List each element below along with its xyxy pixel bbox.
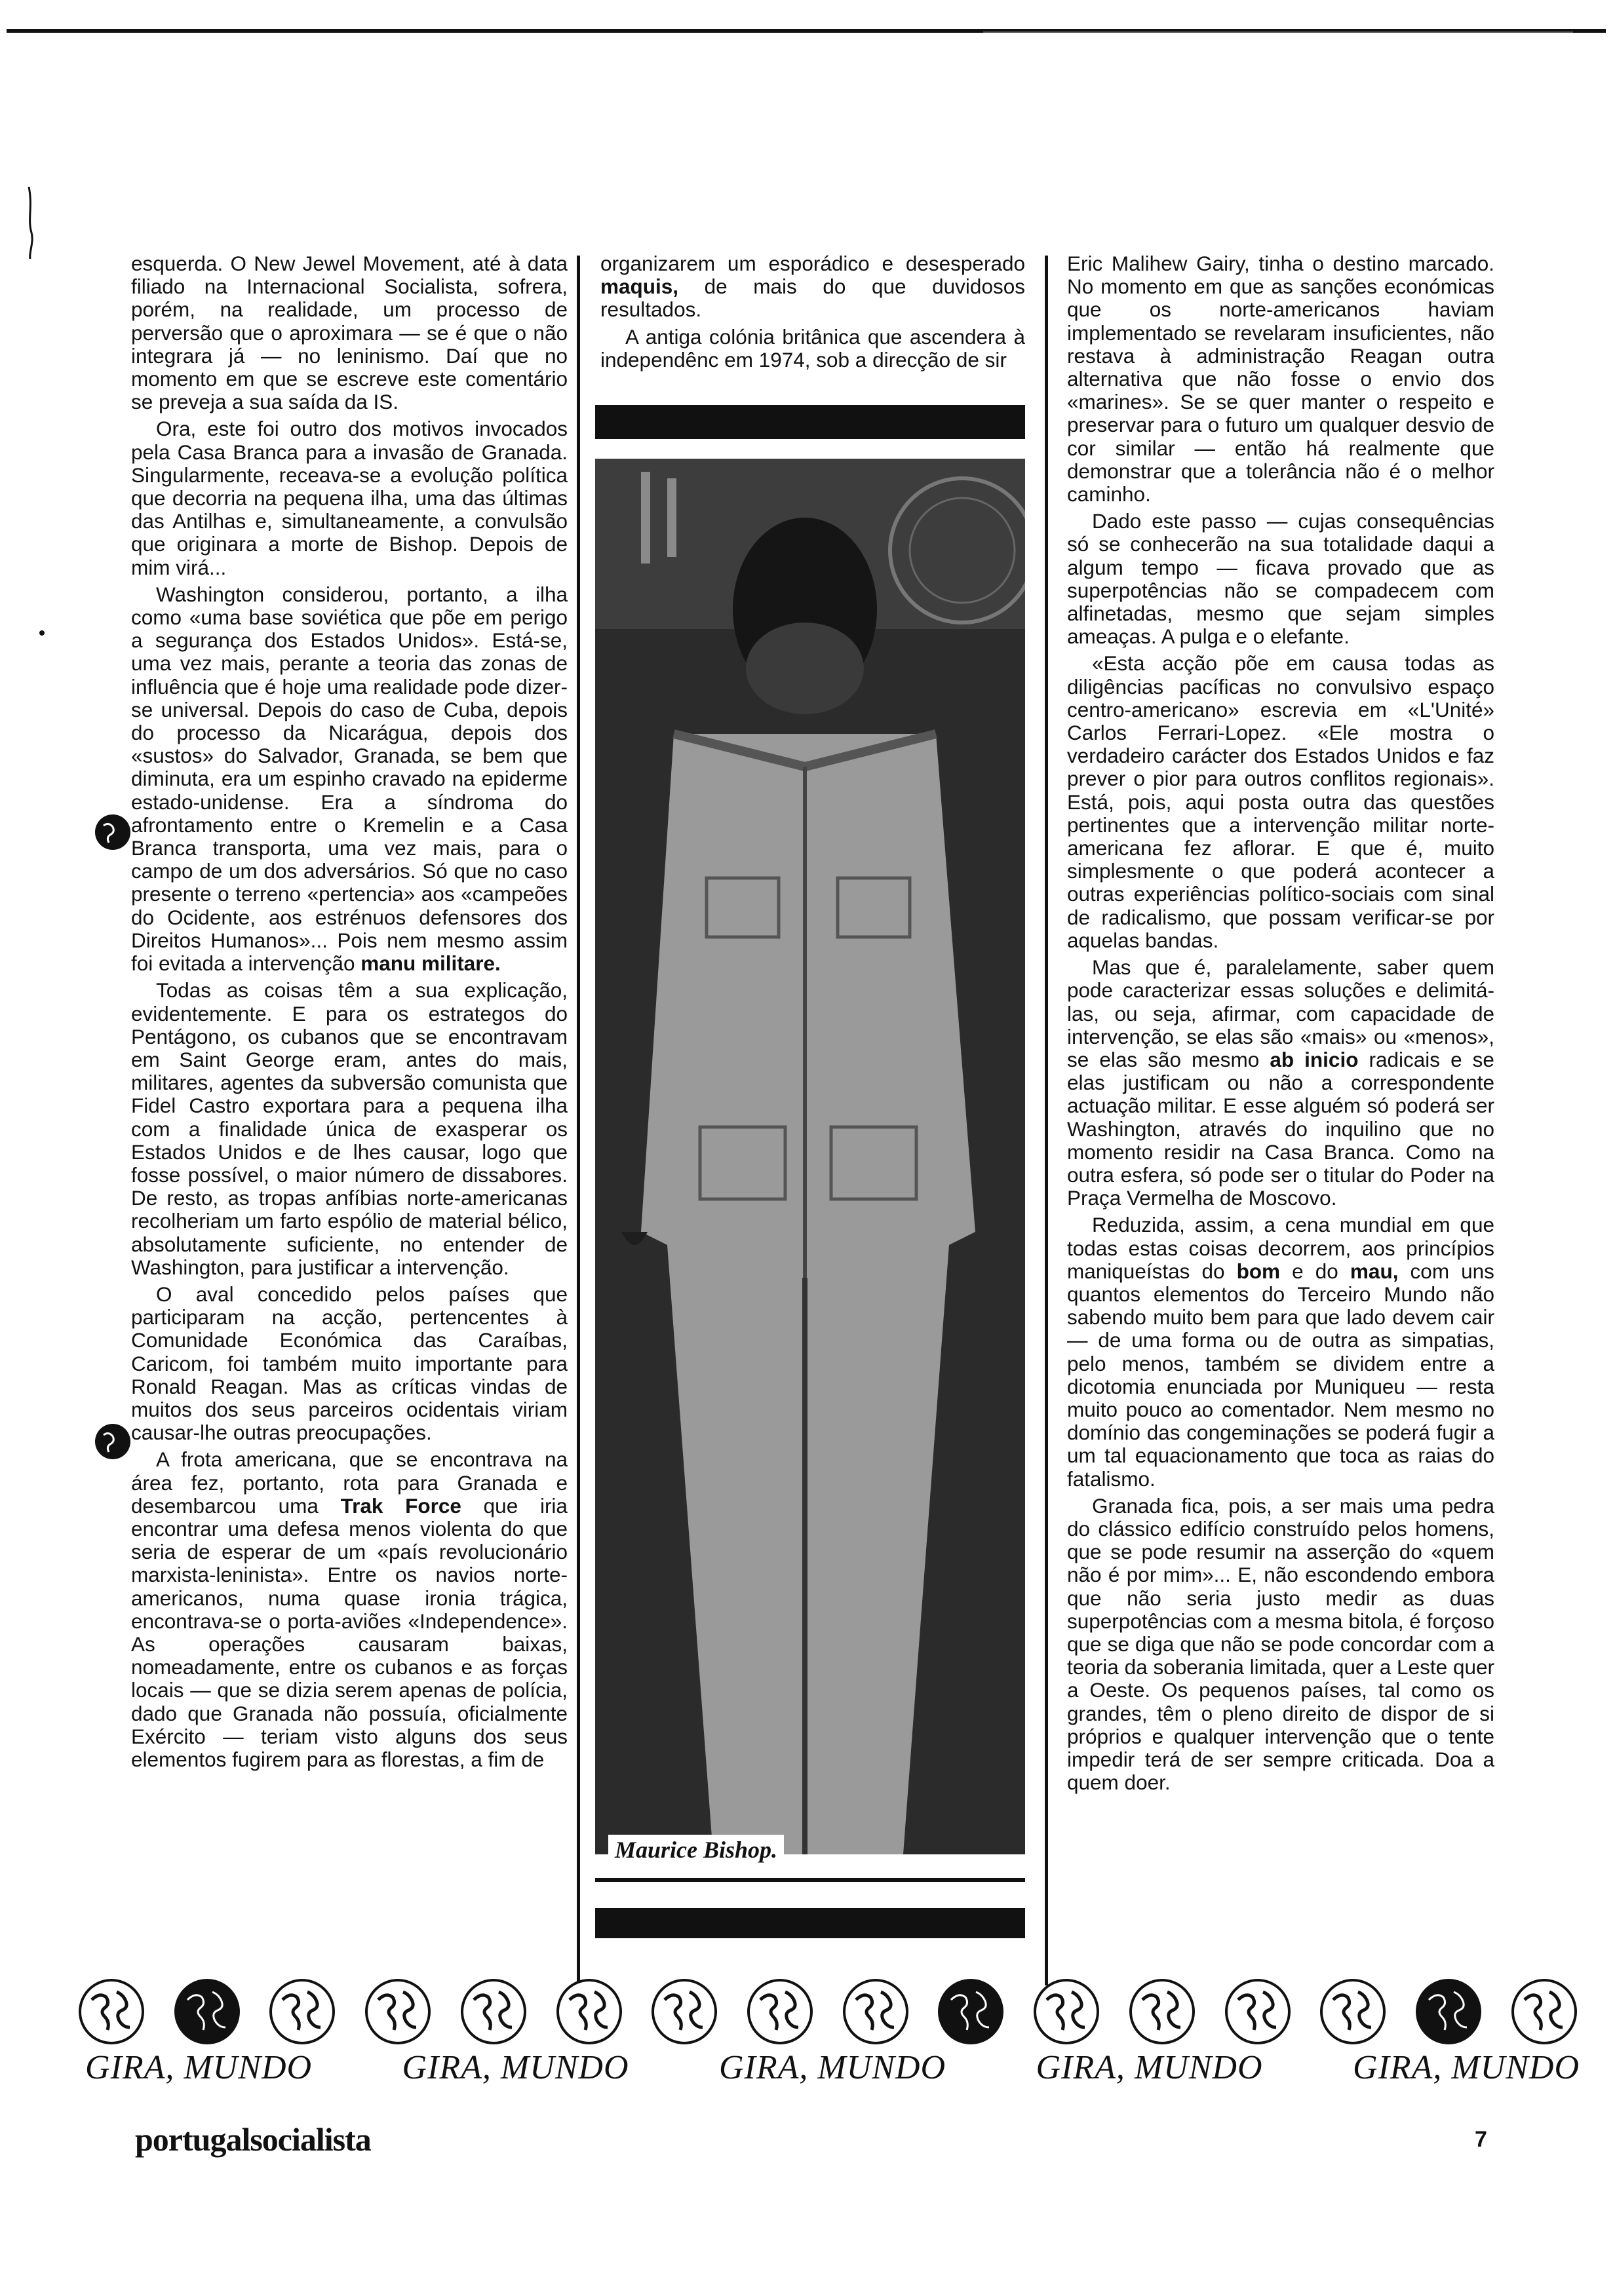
- photo-bottom-rule: [595, 1878, 1025, 1882]
- globe-icon: [93, 813, 132, 852]
- col3-paragraph-2: Dado este passo — cujas consequências só se conhecerão na sua totalidade daqui a algum tempo — ficava provado que as superpotências não se compadecem com alfinetadas, mesmo que sejam simples ameaças. A pulga e o elefante.: [1067, 509, 1494, 649]
- globe-icon: [842, 1978, 910, 2046]
- bold-trak-force: Trak Force: [340, 1493, 461, 1518]
- col3-p4-a: Mas que é, paralelamente, saber quem pode caracterizar essas soluções e delimitá-las, ou seja, afirmar, com capacidade de intervenção, se elas são «mais» ou «menos», se elas são mesmo: [1067, 955, 1494, 1071]
- gira-mundo-5: GIRA, MUNDO: [1352, 2049, 1580, 2086]
- photo-maurice-bishop: [595, 459, 1025, 1854]
- gira-mundo-2: GIRA, MUNDO: [402, 2049, 629, 2086]
- photo-bottom-bar: [595, 1908, 1025, 1938]
- photo-caption: Maurice Bishop.: [608, 1835, 784, 1865]
- globe-icon: [650, 1978, 718, 2046]
- globe-dark-icon: [937, 1978, 1005, 2046]
- gira-mundo-3: GIRA, MUNDO: [718, 2049, 946, 2086]
- col3-paragraph-4: [1067, 956, 1494, 1210]
- col3-p5-a: Reduzida, assim, a cena mundial em que todas estas coisas decorrem, aos princípios maniqueístas do: [1067, 1213, 1494, 1283]
- globe-icon: [268, 1978, 336, 2046]
- globe-icon: [459, 1978, 528, 2046]
- col1-paragraph-6: A frota americana, que se encontrava na área fez, portanto, rota para Granada e desembarcou uma: [131, 1447, 568, 1518]
- col2-p1-b: de mais do que duvidosos resultados.: [600, 275, 1025, 322]
- col2-p1-a: organizarem um esporádico e desesperado: [600, 252, 1025, 275]
- column-3: [1067, 252, 1494, 1798]
- globe-icon: [746, 1978, 814, 2046]
- col3-p5-mid: e do: [1292, 1259, 1338, 1283]
- col1-paragraph-6-wrap: [131, 1448, 568, 1771]
- col2-paragraph-1: [600, 252, 1025, 322]
- col1-paragraph-1: esquerda. O New Jewel Movement, até à data filiado na Internacional Socialista, sofrera, porém, na realidade, um processo de perversão que o aproximara — se é que o não integrara já — no leninismo. Daí que no momento em que se escreve este comentário se preveja a sua saída da IS.: [131, 252, 568, 414]
- col2-paragraph-2: A antiga colónia britânica que ascendera à independênc em 1974, sob a direcção de sir: [600, 324, 1025, 372]
- globe-icon: [77, 1978, 146, 2046]
- col3-paragraph-3: «Esta acção põe em causa todas as diligências pacíficas no convulsivo espaço centro-americano» escrevia em «L'Unité» Carlos Ferrari-Lopez. «Ele mostra o verdadeiro carácter dos Estados Unidos e faz prever o pior para outros conflitos regionais». Está, pois, aqui posta outra das questões pertinentes que a intervenção militar norte-americana fez aflorar. E que é, muito simplesmente o que poderá acontecer a outras experiências político-sociais com sinal de radicalismo, que possam verificar-se por aquelas bandas.: [1067, 651, 1494, 952]
- col3-paragraph-1: Eric Malihew Gairy, tinha o destino marcado. No momento em que as sanções económicas que os norte-americanos haviam implementado se revelaram insuficientes, não restava à administração Reagan outra alternativa que não fosse o envio dos «marines». Se se quer manter o respeito e preservar para o futuro um qualquer desvio de cor similar — então há realmente que demonstrar que a tolerância não é o melhor caminho.: [1067, 252, 1494, 507]
- page-number: 7: [1475, 2127, 1487, 2152]
- bold-mau: mau,: [1350, 1259, 1399, 1283]
- col3-paragraph-5: [1067, 1214, 1494, 1490]
- globe-strip: [77, 1978, 1578, 2050]
- column-divider-2: [1045, 256, 1048, 1985]
- publication-name: portugalsocialista: [135, 2121, 371, 2158]
- col3-p4-b: radicais e se elas justificam ou não a correspondente actuação militar. E esse alguém só poderá ser Washington, através do inquilino que no momento residir na Casa Branca. Como na outra esfera, só pode ser o titular do Poder na Praça Vermelha de Moscovo.: [1067, 1047, 1494, 1210]
- gira-mundo-1: GIRA, MUNDO: [85, 2049, 313, 2086]
- margin-dot: [39, 630, 45, 636]
- globe-icon: [1224, 1978, 1292, 2046]
- globe-icon: [555, 1978, 623, 2046]
- globe-dark-icon: [1414, 1978, 1483, 2046]
- globe-icon: [1510, 1978, 1578, 2046]
- gira-mundo-4: GIRA, MUNDO: [1036, 2049, 1263, 2086]
- column-2: [600, 252, 1025, 375]
- col3-paragraph-6: Granada fica, pois, a ser mais uma pedra do clássico edifício construído pelos homens, que se pode resumir na asserção do «quem não é por mim»... E, não escondendo embora que não seria justo medir as duas superpotências com a mesma bitola, é forçoso que se diga que não se pode concordar com a teoria da soberania limitada, quer a Leste quer a Oeste. Os pequenos países, tal como os grandes, têm o pleno direito de dispor de si próprios e qualquer intervenção que o tente impedir terá de ser sempre criticada. Doa a quem doer.: [1067, 1493, 1494, 1795]
- col1-paragraph-5: O aval concedido pelos países que participaram na acção, pertencentes à Comunidade Económica das Caraíbas, Caricom, foi também muito importante para Ronald Reagan. Mas as críticas vindas de muitos dos seus parceiros ocidentais viriam causar-lhe outras preocupações.: [131, 1282, 568, 1445]
- bold-manu-militare: manu militare.: [360, 951, 501, 976]
- col1-paragraph-3-wrap: [131, 583, 568, 975]
- globe-dark-icon: [173, 1978, 241, 2046]
- col3-p5-b: com uns quantos elementos do Terceiro Mundo não sabendo muito bem para que lado devem cair — de uma forma ou de outra as simpatias, pelo menos, também se dividem entre a dicotomia enunciada por Muniqueu — resta muito pouco ao comentador. Nem mesmo no domínio das congeminações se poderá fugir a um tal equacionamento que toca as raias do fatalismo.: [1067, 1259, 1494, 1491]
- globe-icon: [1032, 1978, 1100, 2046]
- bold-bom: bom: [1236, 1259, 1281, 1283]
- col1-paragraph-7: que iria encontrar uma defesa menos violenta do que seria de esperar de um «país revolucionário marxista-leninista». Entre os navios norte-americanos, numa quase ironia trágica, encontrava-se o porta-aviões «Independence». As operações causaram baixas, nomeadamente, entre os cubanos e as forças locais — que se dizia serem apenas de polícia, dado que Granada não possuía, oficialmente Exército — teriam visto alguns dos seus elementos fugirem para as florestas, a fim de: [131, 1493, 568, 1771]
- globe-icon: [364, 1978, 432, 2046]
- margin-mark: [26, 187, 34, 259]
- col1-paragraph-2: Ora, este foi outro dos motivos invocados pela Casa Branca para a invasão de Granada. Singularmente, receava-se a evolução política que decorria na pequena ilha, uma das últimas das Antilhas e, simultaneamente, a convulsão que originara a morte de Bishop. Depois de mim virá...: [131, 417, 568, 579]
- globe-icon: [93, 1422, 132, 1461]
- globe-icon: [1128, 1978, 1196, 2046]
- column-divider-1: [577, 256, 580, 1985]
- bold-ab-inicio: ab inicio: [1270, 1047, 1359, 1071]
- col1-paragraph-3: Washington considerou, portanto, a ilha como «uma base soviética que põe em perigo a segurança dos Estados Unidos». Está-se, uma vez mais, perante a teoria das zonas de influência que é hoje uma realidade pode dizer-se universal. Depois do caso de Cuba, depois do processo da Nicarágua, depois dos «sustos» do Salvador, Granada, se bem que diminuta, era um espinho cravado na epiderme estado-unidense. Era a síndroma do afrontamento entre o Kremelin e a Casa Branca transporta, uma vez mais, para o campo de um dos adversários. Só que no caso presente o terreno «pertencia» aos «campeões do Ocidente, aos estrénuos defensores dos Direitos Humanos»... Pois nem mesmo assim foi evitada a intervenção: [131, 582, 568, 976]
- col1-paragraph-4: Todas as coisas têm a sua explicação, evidentemente. E para os estrategos do Pentágono, os cubanos que se encontravam em Saint George eram, antes do mais, militares, agentes da subversão comunista que Fidel Castro exportara para a pequena ilha com a finalidade única de exasperar os Estados Unidos e de lhes causar, logo que fosse possível, o maior número de dissabores. De resto, as tropas anfíbias norte-americanas recolheriam um farto espólio de material bélico, absolutamente suficiente, no entender de Washington, para justificar a intervenção.: [131, 978, 568, 1279]
- gira-mundo-row: [85, 2048, 1580, 2087]
- globe-icon: [1319, 1978, 1387, 2046]
- column-1: [131, 252, 568, 1775]
- bold-maquis: maquis,: [600, 275, 679, 299]
- top-rule-thin: [983, 31, 1573, 33]
- photo-top-bar: [595, 405, 1025, 439]
